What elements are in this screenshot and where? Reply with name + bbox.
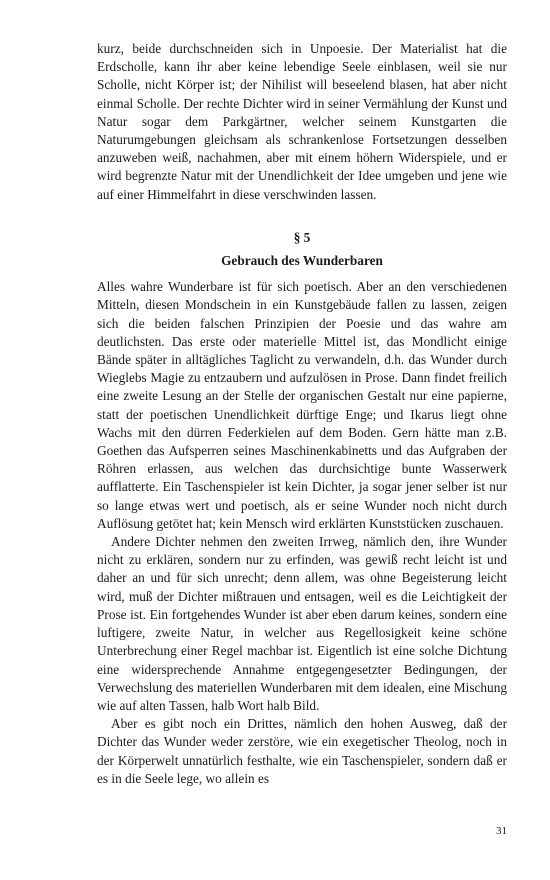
paragraph: Alles wahre Wunderbare ist für sich poetisch. Aber an den verschiedenen Mitteln, diesen Mondschein in ein Kunstgebäude fallen zu lassen, zeigen sich die beiden falschen Prinzipien der Poesie und das wahre am deutlichsten. Das erste oder materielle Mittel ist, das Mondlicht einige Bände später in alltägliches Taglicht zu verwandeln, d.h. das Wunder durch Wieglebs Magie zu entzaubern und aufzulösen in Prose. Dann findet freilich eine zweite Lesung an der Stelle der organischen Gestalt nur eine papierne, statt der poetischen Unendlichkeit dürftige Enge; und Ikarus liegt ohne Wachs mit den dürren Federkielen auf dem Boden. Gern hätte man z.B. Goethen das Aufsperren seines Maschinenkabinetts und das Aufgraben der Röhren erlassen, aus welchen das durchsichtige bunte Wasserwerk aufflatterte. Ein Taschenspieler ist kein Dichter, ja sogar jener selber ist nur so lange etwas wert und poetisch, als er seine Wunder noch nicht durch Auflösung getötet hat; kein Mensch wird erklärten Kunststücken zuschauen. [97, 279, 507, 531]
section-number: § 5 [293, 229, 311, 245]
paragraph: kurz, beide durchschneiden sich in Unpoesie. Der Materialist hat die Erdscholle, kann ihr aber keine lebendige Seele einblasen, weil sie nur Scholle, nicht Körper ist; der Nihilist will beseelend blasen, hat aber nicht einmal Scholle. Der rechte Dichter wird in seiner Vermählung der Kunst und Natur sogar dem Parkgärtner, welcher seinem Kunstgarten die Naturumgebungen gleichsam als schrankenlose Fortsetzungen desselben anzuweben weiß, nachahmen, aber mit einem höhern Widerspiele, und er wird begrenzte Natur mit der Unendlichkeit der Idee umgeben und jene wie auf einer Himmelfahrt in diese verschwinden lassen. [97, 41, 507, 202]
paragraph: Aber es gibt noch ein Drittes, nämlich den hohen Ausweg, daß der Dichter das Wunder weder zerstöre, wie ein exegetischer Theolog, noch in der Körperwelt unnatürlich festhalte, wie ein Taschenspieler, sondern daß er es in die Seele lege, wo allein es [97, 716, 507, 786]
paragraph: Andere Dichter nehmen den zweiten Irrweg, nämlich den, ihre Wunder nicht zu erklären, sondern nur zu erfinden, was gewiß recht leicht ist und daher an und für sich unrecht; denn allem, was ohne Begeisterung leicht wird, muß der Dichter mißtrauen und entsagen, weil es die Leichtigkeit der Prose ist. Ein fortgehendes Wunder ist aber eben darum keines, sondern eine luftigere, zweite Natur, in welcher aus Regellosigkeit keine schöne Unterbrechung einer Regel machbar ist. Eigentlich ist eine solche Dichtung eine widersprechende Annahme entgegengesetzter Bedingungen, der Verwechslung des materiellen Wunderbaren mit dem idealen, eine Mischung wie auf alten Tassen, halb Wort halb Bild. [97, 534, 507, 713]
page-body [97, 40, 507, 788]
page-number: 31 [496, 825, 507, 837]
section-title: Gebrauch des Wunderbaren [221, 253, 383, 269]
